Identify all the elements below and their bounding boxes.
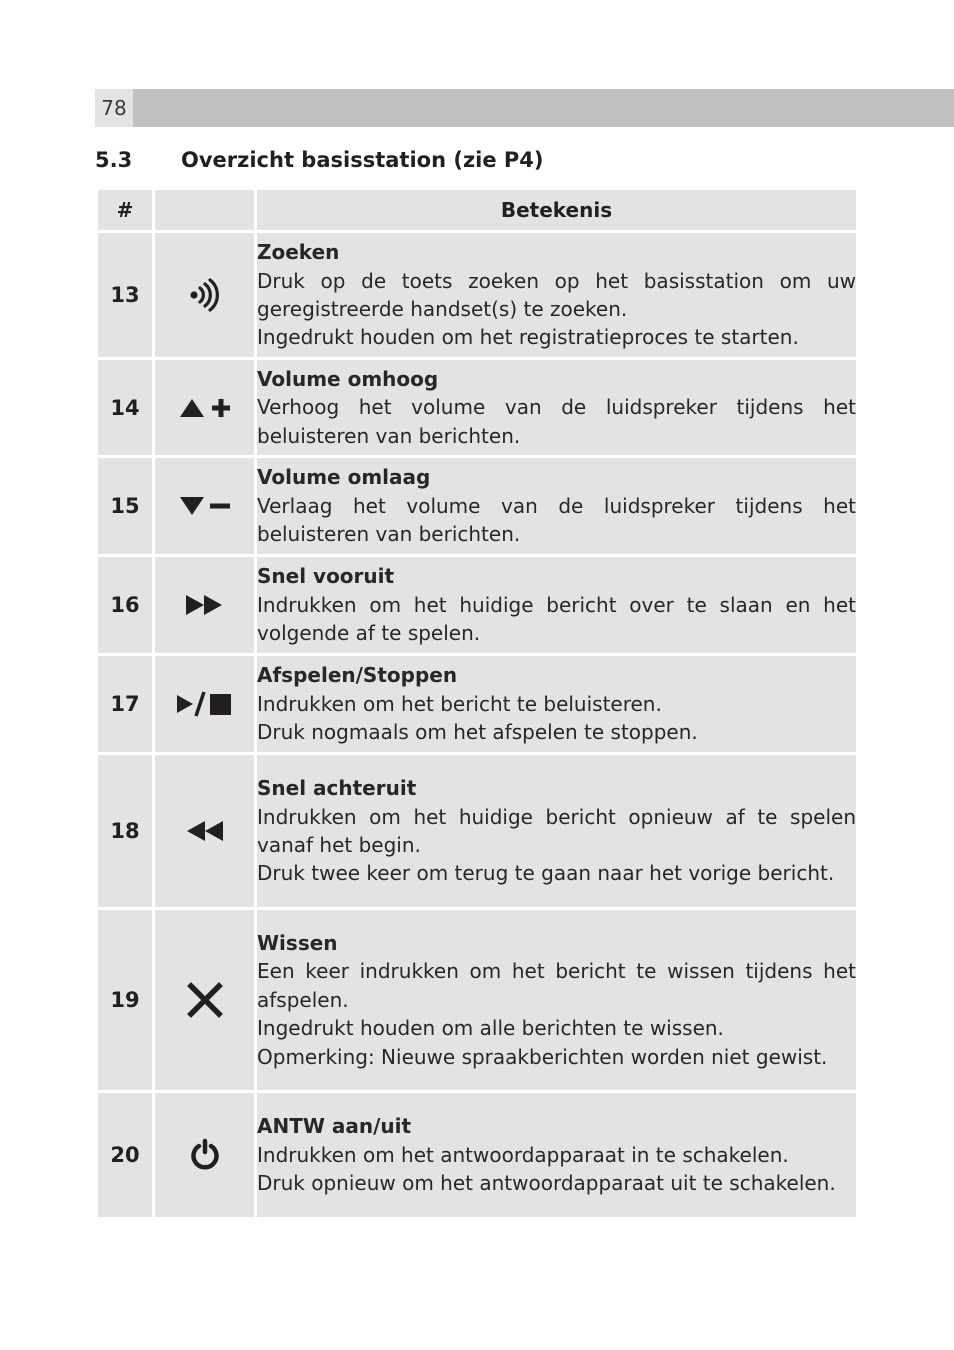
description-line: Druk opnieuw om het antwoordapparaat uit te schakelen. — [257, 1171, 836, 1196]
row-title: Wissen — [257, 930, 338, 955]
description-cell — [257, 458, 856, 554]
icon-cell — [155, 360, 254, 455]
row-number: 13 — [98, 233, 152, 357]
page-icon — [185, 275, 225, 315]
description-line: Ingedrukt houden om het registratieproces te starten. — [257, 325, 799, 350]
description-cell — [257, 755, 856, 907]
section-number: 5.3 — [95, 148, 133, 172]
row-number: 17 — [98, 656, 152, 752]
header-meaning: Betekenis — [257, 190, 856, 230]
table-row — [98, 458, 856, 554]
row-title: Volume omlaag — [257, 465, 431, 490]
row-title: Volume omhoog — [257, 366, 439, 391]
description-line: Verlaag het volume van de luidspreker tijdens het beluisteren van berichten. — [257, 493, 856, 547]
delete-icon — [187, 982, 223, 1018]
description-line: Indrukken om het huidige bericht over te slaan en het volgende af te spelen. — [257, 592, 856, 646]
row-number: 16 — [98, 557, 152, 653]
section-heading — [95, 145, 544, 177]
table-row — [98, 755, 856, 907]
table-row — [98, 1093, 856, 1217]
description-line: Indrukken om het antwoordapparaat in te schakelen. — [257, 1142, 789, 1167]
icon-cell — [155, 458, 254, 554]
description-line: Opmerking: Nieuwe spraakberichten worden niet gewist. — [257, 1044, 828, 1069]
row-title: Zoeken — [257, 240, 340, 265]
button-overview-table — [95, 187, 859, 1220]
play-stop-icon — [176, 691, 234, 717]
table-row — [98, 360, 856, 455]
description-cell — [257, 557, 856, 653]
icon-cell — [155, 656, 254, 752]
icon-cell — [155, 910, 254, 1090]
table-row — [98, 656, 856, 752]
power-icon — [188, 1138, 222, 1172]
description-line: Druk nogmaals om het afspelen te stoppen. — [257, 720, 698, 745]
row-number: 14 — [98, 360, 152, 455]
table-row — [98, 233, 856, 357]
row-title: ANTW aan/uit — [257, 1114, 412, 1139]
table-header-row — [98, 190, 856, 230]
table-row — [98, 557, 856, 653]
volume-down-icon — [179, 494, 231, 518]
header-icon — [155, 190, 254, 230]
description-line: Indrukken om het bericht te beluisteren. — [257, 691, 662, 716]
description-cell — [257, 1093, 856, 1217]
row-number: 15 — [98, 458, 152, 554]
table-row — [98, 910, 856, 1090]
section-title: Overzicht basisstation (zie P4) — [181, 148, 544, 172]
icon-cell — [155, 1093, 254, 1217]
row-title: Afspelen/Stoppen — [257, 663, 458, 688]
row-title: Snel achteruit — [257, 776, 417, 801]
header-bar — [95, 89, 954, 127]
row-title: Snel vooruit — [257, 564, 395, 589]
volume-up-icon — [179, 396, 231, 420]
icon-cell — [155, 557, 254, 653]
rewind-icon — [185, 819, 225, 843]
description-line: Ingedrukt houden om alle berichten te wissen. — [257, 1016, 724, 1041]
description-cell — [257, 360, 856, 455]
icon-cell — [155, 755, 254, 907]
row-number: 18 — [98, 755, 152, 907]
row-number: 19 — [98, 910, 152, 1090]
row-number: 20 — [98, 1093, 152, 1217]
page-number: 78 — [95, 89, 133, 127]
description-cell — [257, 910, 856, 1090]
description-line: Druk twee keer om terug te gaan naar het vorige bericht. — [257, 861, 835, 886]
icon-cell — [155, 233, 254, 357]
description-line: Verhoog het volume van de luidspreker tijdens het beluisteren van berichten. — [257, 395, 856, 448]
fast-forward-icon — [185, 593, 225, 617]
description-line: Indrukken om het huidige bericht opnieuw af te spelen vanaf het begin. — [257, 804, 856, 857]
description-line: Druk op de toets zoeken op het basisstation om uw geregistreerde handset(s) te zoeken. — [257, 268, 856, 321]
description-line: Een keer indrukken om het bericht te wissen tijdens het afspelen. — [257, 959, 856, 1012]
header-num: # — [98, 190, 152, 230]
description-cell — [257, 656, 856, 752]
description-cell — [257, 233, 856, 357]
